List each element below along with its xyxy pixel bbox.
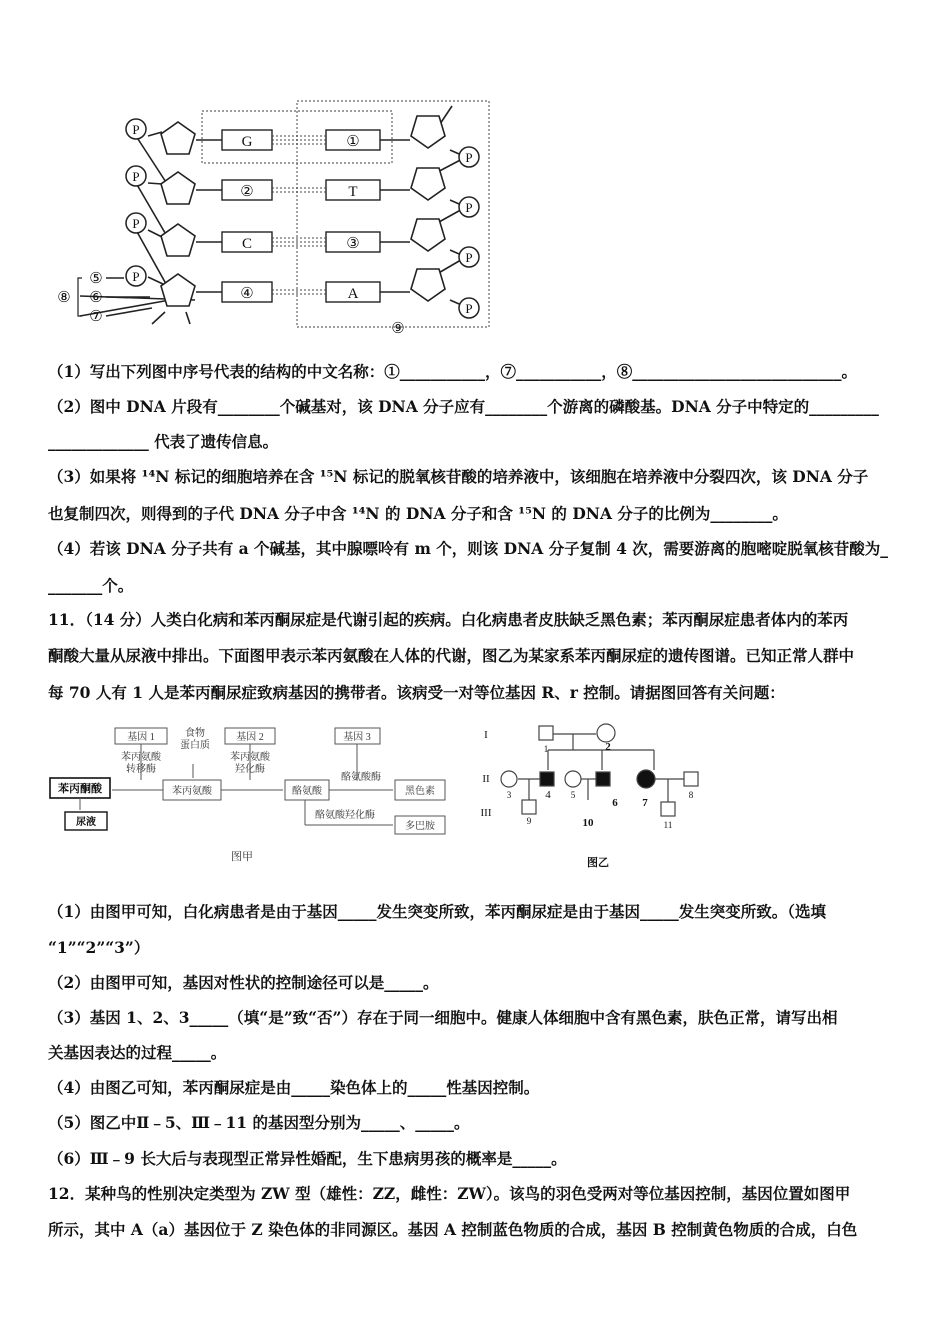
q12-line-2: 所示，其中 A（a）基因位于 Z 染色体的非同源区。基因 A 控制蓝色物质的合成，基因 B 控制黄色物质的合成，白色 — [48, 1220, 858, 1239]
q11-line-3: （2）由图甲可知，基因对性状的控制途径可以是_____。 — [48, 973, 439, 992]
phosphate-label: P — [132, 269, 140, 284]
svg-text:5: 5 — [570, 790, 576, 800]
svg-text:11: 11 — [663, 820, 673, 830]
q11-intro-3: 每 70 人有 1 人是苯丙酮尿症致病基因的携带者。该病受一对等位基因 R、r 控制。请据图回答有关问题： — [48, 683, 785, 702]
marker-8: ⑧ — [57, 290, 71, 306]
food-label: 蛋白质 — [180, 740, 210, 751]
enz1-label: 苯丙氨酸 — [121, 752, 161, 763]
figure-jia-metabolism — [45, 720, 505, 880]
node-urine: 尿液 — [76, 817, 96, 828]
gene3-label: 基因 3 — [343, 732, 371, 743]
enz2-label: 羟化酶 — [235, 764, 265, 775]
gen-i: I — [484, 729, 488, 741]
q11-intro-2: 酮酸大量从尿液中排出。下面图甲表示苯丙氨酸在人体的代谢，图乙为某家系苯丙酮尿症的遗传图谱。已知正常人群中 — [48, 646, 855, 665]
phosphate-label: P — [465, 150, 473, 165]
marker-7: ⑦ — [89, 309, 103, 325]
svg-text:6: 6 — [612, 797, 618, 809]
gen-iii: III — [480, 807, 492, 819]
figure-jia-caption: 图甲 — [231, 851, 253, 863]
base-right-1: ① — [346, 134, 360, 150]
base-left-2: ② — [240, 184, 254, 200]
food-label: 食物 — [185, 728, 205, 739]
node-phenylalanine: 苯丙氨酸 — [172, 786, 212, 797]
q12-line-1: 12．某种鸟的性别决定类型为 ZW 型（雄性：ZZ，雌性：ZW）。该鸟的羽色受两对等位基因控制，基因位置如图甲 — [48, 1184, 851, 1203]
svg-text:4: 4 — [545, 789, 551, 801]
marker-6: ⑥ — [89, 290, 103, 306]
q10-line-3: _____________ 代表了遗传信息。 — [48, 432, 279, 451]
svg-text:9: 9 — [526, 816, 532, 826]
q10-line-2: （2）图中 DNA 片段有________个碱基对，该 DNA 分子应有________个游离的磷酸基。DNA 分子中特定的_________ — [48, 397, 879, 416]
svg-text:1: 1 — [543, 744, 549, 754]
q10-line-7: _______个。 — [48, 576, 134, 595]
dna-structure-figure — [0, 0, 950, 345]
q10-line-1: （1）写出下列图中序号代表的结构的中文名称：①___________，⑦___________，⑧___________________________。 — [48, 362, 858, 381]
node-dopamine: 多巴胺 — [405, 821, 435, 832]
svg-text:10: 10 — [582, 817, 594, 829]
node-phenylpyruvic: 苯丙酮酸 — [58, 783, 102, 795]
base-left-3: C — [241, 236, 253, 252]
gene2-label: 基因 2 — [236, 732, 264, 743]
enzyme4-label: 酪氨酸羟化酶 — [315, 810, 375, 821]
svg-text:2: 2 — [605, 741, 611, 753]
q11-line-1: （1）由图甲可知，白化病患者是由于基因_____发生突变所致，苯丙酮尿症是由于基因_____发生突变所致。（选填 — [48, 902, 827, 921]
q11-line-8: （6）Ⅲ﹣9 长大后与表现型正常异性婚配，生下患病男孩的概率是_____。 — [48, 1149, 567, 1168]
enz1-label: 转移酶 — [126, 764, 156, 775]
marker-5: ⑤ — [89, 271, 103, 287]
base-right-2: T — [348, 184, 358, 200]
node-melanin: 黑色素 — [405, 786, 435, 797]
q11-line-5: 关基因表达的过程_____。 — [48, 1043, 227, 1062]
base-right-4: A — [347, 286, 359, 302]
q11-line-4: （3）基因 1、2、3_____（填“是”致“否”）存在于同一细胞中。健康人体细胞中含有黑色素，肤色正常，请写出相 — [48, 1008, 838, 1027]
q10-line-5: 也复制四次，则得到的子代 DNA 分子中含 ¹⁴N 的 DNA 分子和含 ¹⁵N 的 DNA 分子的比例为________。 — [48, 504, 788, 523]
q11-intro-1: 11．（14 分）人类白化病和苯丙酮尿症是代谢引起的疾病。白化病患者皮肤缺乏黑色素；苯丙酮尿症患者体内的苯丙 — [48, 610, 849, 629]
q11-line-6: （4）由图乙可知，苯丙酮尿症是由_____染色体上的_____性基因控制。 — [48, 1078, 540, 1097]
base-left-1: G — [241, 134, 253, 150]
q11-line-2: “1”“2”“3”） — [48, 938, 150, 957]
figure-yi-pedigree — [478, 720, 708, 880]
base-right-3: ③ — [346, 236, 360, 252]
enz2-label: 苯丙氨酸 — [230, 752, 270, 763]
gen-ii: II — [482, 773, 490, 785]
q11-line-7: （5）图乙中Ⅱ﹣5、Ⅲ﹣11 的基因型分别为_____、_____。 — [48, 1113, 470, 1132]
phosphate-label: P — [465, 301, 473, 316]
base-left-4: ④ — [240, 286, 254, 302]
gene1-label: 基因 1 — [127, 732, 155, 743]
node-tyrosine: 酪氨酸 — [292, 786, 322, 797]
svg-text:3: 3 — [506, 790, 512, 800]
svg-text:8: 8 — [688, 790, 694, 800]
q10-line-6: （4）若该 DNA 分子共有 a 个碱基，其中腺嘌呤有 m 个，则该 DNA 分子复制 4 次，需要游离的胞嘧啶脱氧核苷酸为_ — [48, 539, 889, 558]
svg-text:7: 7 — [642, 797, 648, 809]
phosphate-label: P — [465, 250, 473, 265]
phosphate-label: P — [132, 216, 140, 231]
marker-9: ⑨ — [391, 321, 405, 337]
q10-line-4: （3）如果将 ¹⁴N 标记的细胞培养在含 ¹⁵N 标记的脱氧核苷酸的培养液中，该细胞在培养液中分裂四次，该 DNA 分子 — [48, 467, 869, 486]
phosphate-label: P — [132, 122, 140, 137]
phosphate-label: P — [132, 169, 140, 184]
phosphate-label: P — [465, 200, 473, 215]
enzyme3-label: 酪氨酸酶 — [341, 772, 381, 783]
figure-yi-caption: 图乙 — [587, 857, 609, 869]
